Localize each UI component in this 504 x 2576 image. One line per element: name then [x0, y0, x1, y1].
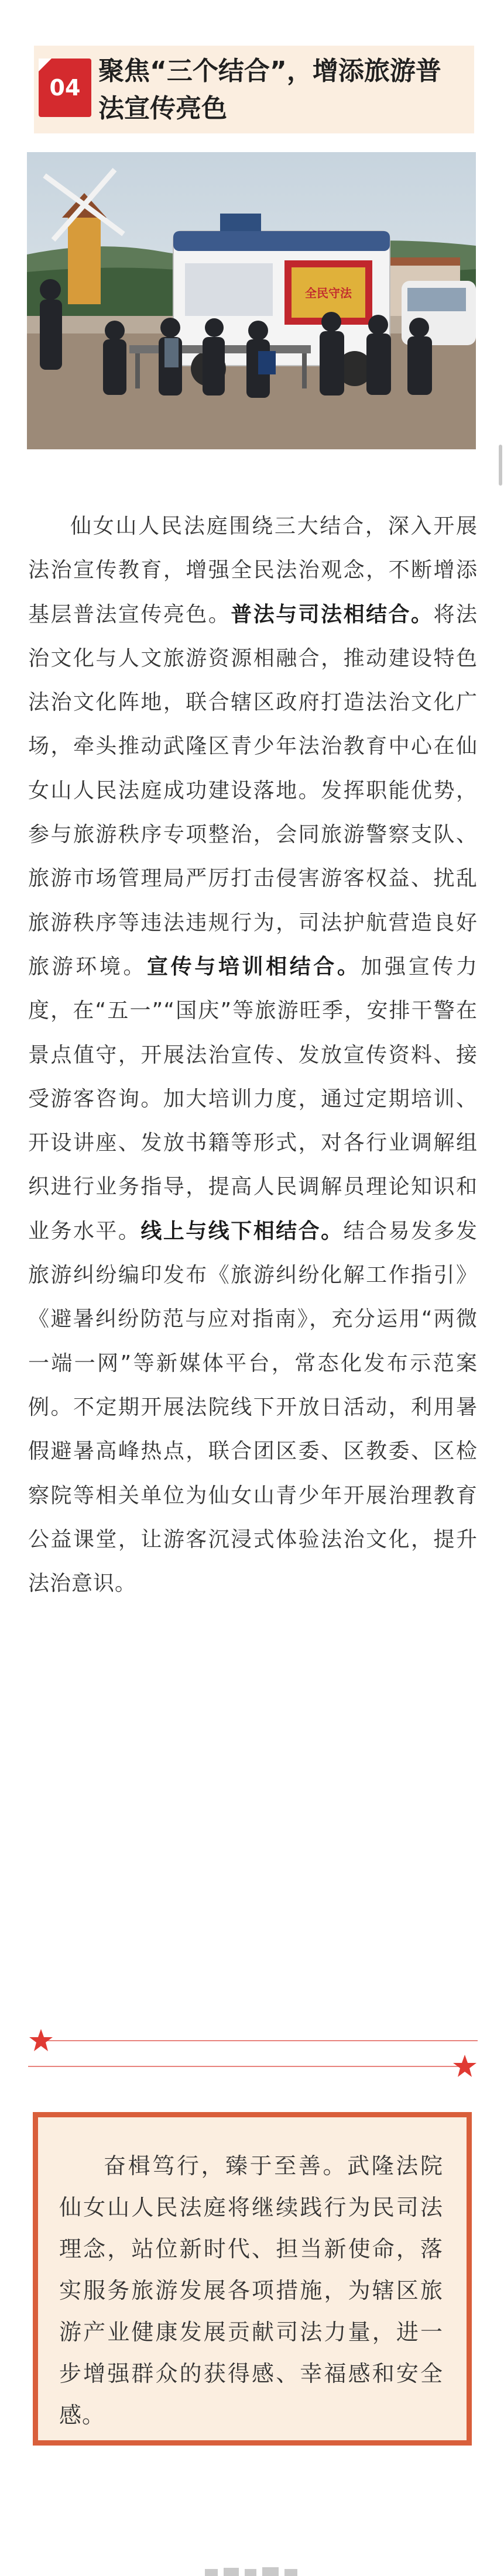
decorative-divider: [28, 2024, 478, 2083]
summary-text: 奋楫笃行，臻于至善。武隆法院仙女山人民法庭将继续践行为民司法理念，站位新时代、担当新使命，落实服务旅游发展各项措施，为辖区旅游产业健康发展贡献司法力量，进一步增强群众的获得感、幸福感和安全感。: [59, 2153, 443, 2428]
section-title: 聚焦“三个结合”，增添旅游普法宣传亮色: [98, 56, 441, 123]
article-highlight-3: 线上与线下相结合。: [140, 1219, 344, 1243]
bottom-decoration: [193, 2565, 310, 2576]
article-highlight-1: 普法与司法相结合。: [231, 602, 434, 627]
article-segment-2: 将法治文化与人文旅游资源相融合，推动建设特色法治文化阵地，联合辖区政府打造法治文化广场，牵头推动武隆区青少年法治教育中心在仙女山人民法庭成功建设落地。发挥职能优势，参与旅游秩序专项整治，会同旅游警察支队、旅游市场管理局严厉打击侵害游客权益、扰乱旅游秩序等违法违规行为，司法护航营造良好旅游环境。: [28, 602, 478, 979]
article-body: [28, 504, 478, 1605]
article-segment-4: 结合易发多发旅游纠纷编印发布《旅游纠纷化解工作指引》《避暑纠纷防范与应对指南》，充分运用“两微一端一网”等新媒体平台，常态化发布示范案例。不定期开展法院线下开放日活动，利用暑假避暑高峰热点，联合团区委、区教委、区检察院等相关单位为仙女山青少年开展治理教育公益课堂，让游客沉浸式体验法治文化，提升法治意识。: [28, 1219, 478, 1596]
news-photo: [27, 152, 476, 449]
section-number-badge: [39, 59, 91, 117]
summary-inner: [38, 2117, 467, 2440]
article-paragraph: [28, 504, 478, 1605]
scrollbar-thumb[interactable]: [499, 445, 502, 486]
photo-illustration: [27, 152, 476, 449]
section-number: 04: [49, 75, 81, 101]
article-segment-3: 加强宣传力度，在“五一”“国庆”等旅游旺季，安排干警在景点值守，开展法治宣传、发放宣传资料、接受游客咨询。加大培训力度，通过定期培训、开设讲座、发放书籍等形式，对各行业调解组织进行业务指导，提高人民调解员理论知识和业务水平。: [28, 954, 478, 1243]
article-segment-1: 仙女山人民法庭围绕三大结合，深入开展法治宣传教育，增强全民法治观念，不断增添基层普法宣传亮色。: [28, 514, 478, 627]
article-highlight-2: 宣传与培训相结合。: [147, 954, 361, 979]
summary-box: [33, 2112, 472, 2446]
section-header: [34, 46, 474, 133]
screen-text: 全民守法: [305, 286, 352, 300]
